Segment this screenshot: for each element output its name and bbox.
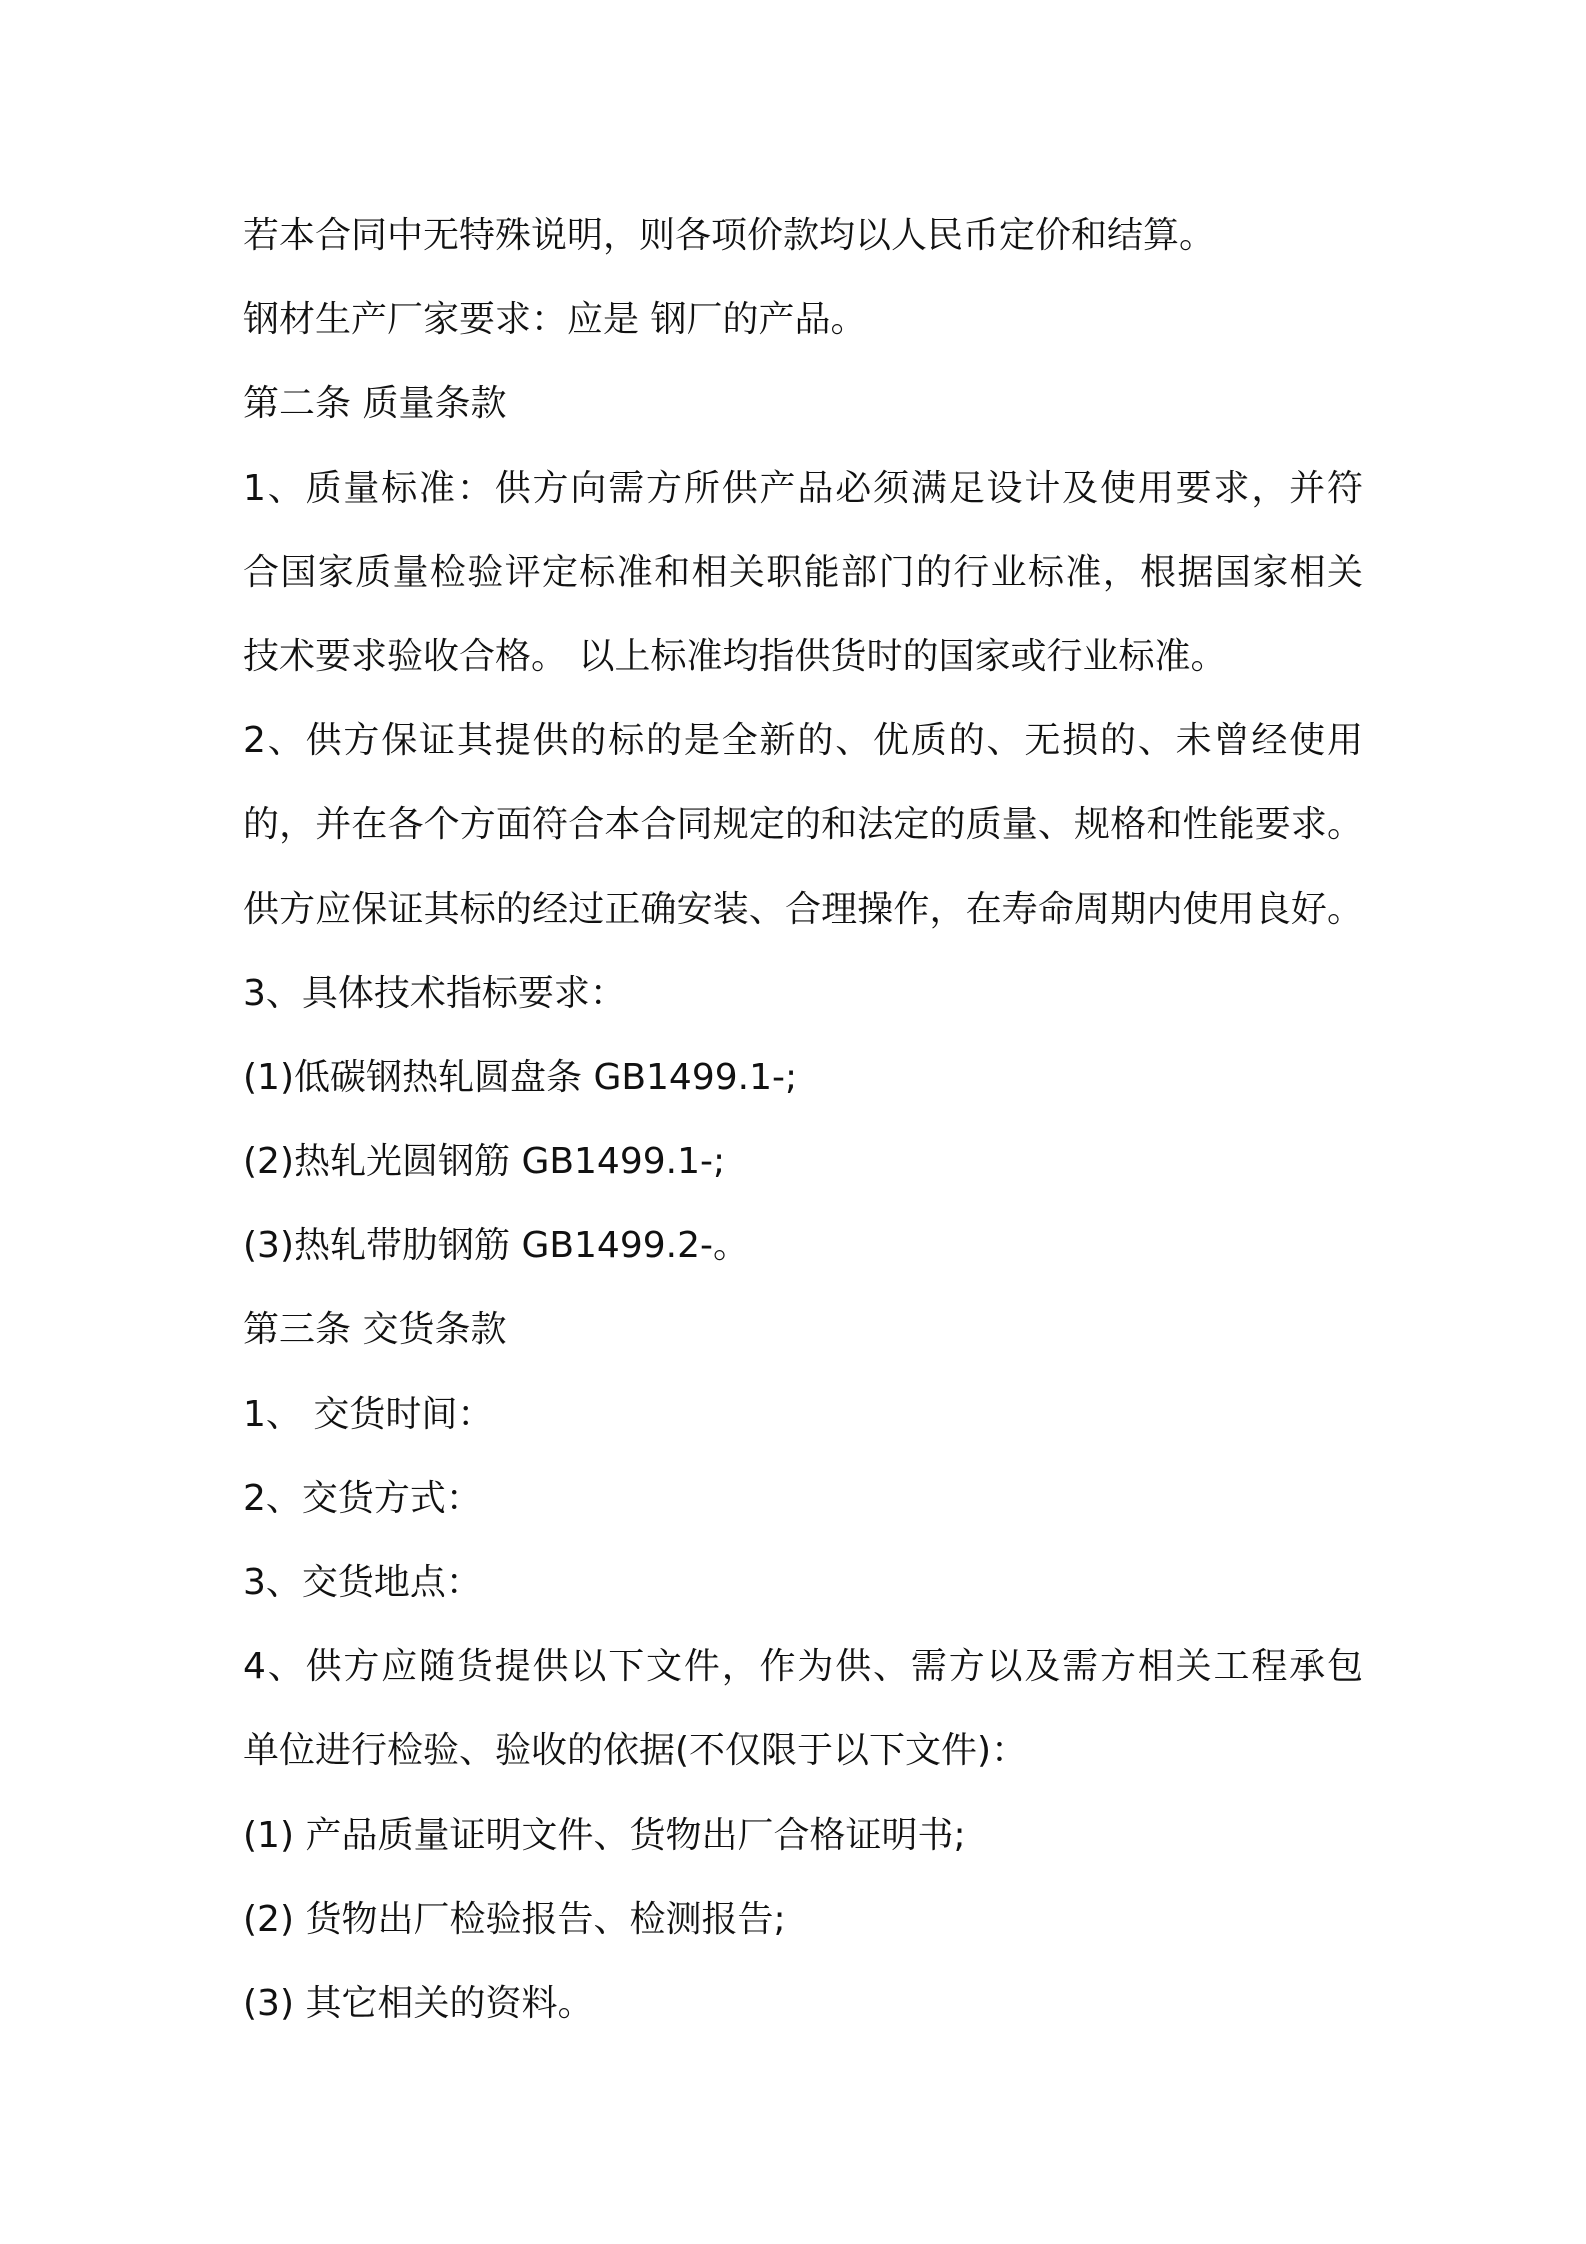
list-item-plain-round-bar: (2)热轧光圆钢筋 GB1499.1-; bbox=[243, 1141, 726, 1183]
paragraph-quality-standard-line-2: 合国家质量检验评定标准和相关职能部门的行业标准，根据国家相关 bbox=[243, 551, 1363, 593]
paragraph-quality-standard-line-1: 1、质量标准：供方向需方所供产品必须满足设计及使用要求，并符 bbox=[243, 467, 1363, 509]
section-heading-delivery: 第三条 交货条款 bbox=[243, 1309, 507, 1351]
paragraph-quality-standard-line-3: 技术要求验收合格。 以上标准均指供货时的国家或行业标准。 bbox=[243, 635, 1227, 677]
paragraph-supplier-guarantee-line-2: 的，并在各个方面符合本合同规定的和法定的质量、规格和性能要求。 bbox=[243, 804, 1363, 846]
paragraph-delivery-time: 1、 交货时间： bbox=[243, 1393, 494, 1435]
paragraph-steel-manufacturer: 钢材生产厂家要求：应是 钢厂的产品。 bbox=[243, 299, 867, 341]
paragraph-supplier-guarantee-line-3: 供方应保证其标的经过正确安装、合理操作，在寿命周期内使用良好。 bbox=[243, 888, 1363, 930]
list-item-other-materials: (3) 其它相关的资料。 bbox=[243, 1982, 594, 2024]
paragraph-delivery-method: 2、交货方式： bbox=[243, 1477, 482, 1519]
section-heading-quality: 第二条 质量条款 bbox=[243, 383, 507, 425]
document-body bbox=[243, 194, 1363, 2046]
list-item-inspection-report: (2) 货物出厂检验报告、检测报告; bbox=[243, 1898, 786, 1940]
paragraph-price-currency: 若本合同中无特殊说明，则各项价款均以人民币定价和结算。 bbox=[243, 215, 1216, 256]
list-item-quality-certificate: (1) 产品质量证明文件、货物出厂合格证明书; bbox=[243, 1814, 966, 1856]
paragraph-delivery-documents-line-1: 4、供方应随货提供以下文件，作为供、需方以及需方相关工程承包 bbox=[243, 1646, 1363, 1688]
paragraph-supplier-guarantee-line-1: 2、供方保证其提供的标的是全新的、优质的、无损的、未曾经使用 bbox=[243, 720, 1363, 762]
paragraph-delivery-location: 3、交货地点： bbox=[243, 1562, 482, 1603]
list-item-low-carbon-wire-rod: (1)低碳钢热轧圆盘条 GB1499.1-; bbox=[243, 1056, 798, 1098]
paragraph-technical-requirements: 3、具体技术指标要求： bbox=[243, 972, 626, 1014]
list-item-ribbed-bar: (3)热轧带肋钢筋 GB1499.2-。 bbox=[243, 1225, 749, 1267]
paragraph-delivery-documents-line-2: 单位进行检验、验收的依据(不仅限于以下文件)： bbox=[243, 1730, 1028, 1772]
